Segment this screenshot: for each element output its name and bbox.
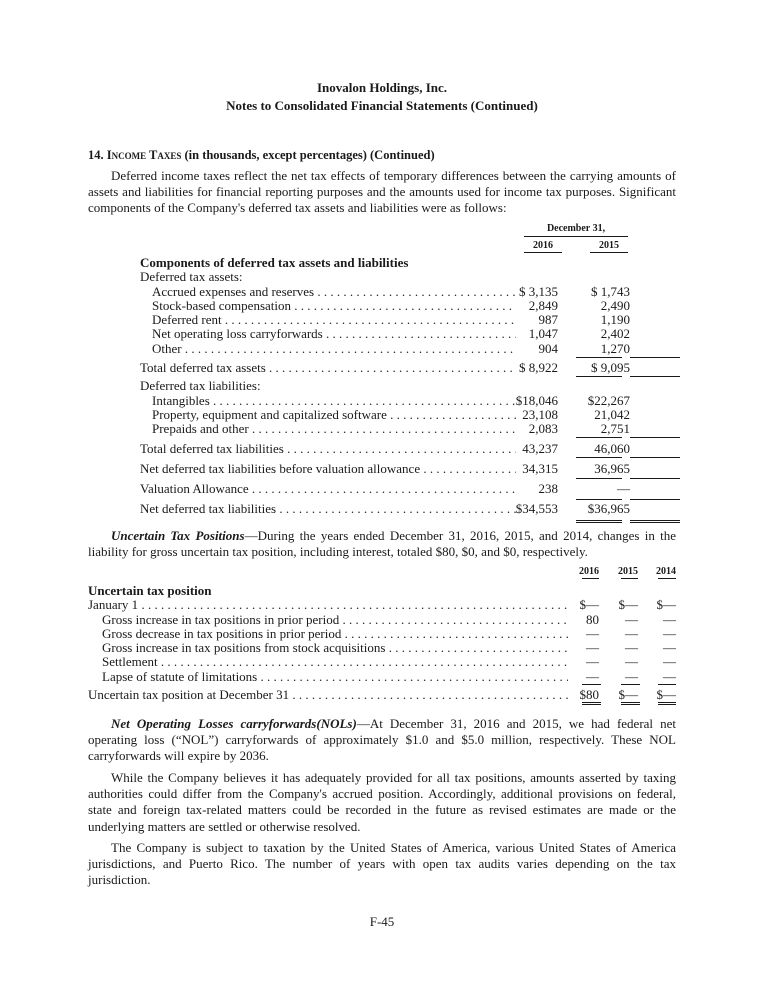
- period-underline: [524, 236, 628, 237]
- rule: [576, 478, 622, 479]
- rule: [621, 684, 640, 685]
- net-total-row: Net deferred tax liabilities . . . $34,553 $36,965: [140, 502, 630, 516]
- section-title: Income Taxes: [106, 148, 182, 162]
- table-row: Net deferred tax liabilities before valuation allowance . . . 34,315 36,965: [140, 462, 630, 476]
- col-2015-header: 2015: [618, 566, 638, 577]
- total-row: Total deferred tax assets . . . $ 8,922 $ 9,095: [140, 361, 630, 375]
- table-heading: Components of deferred tax assets and liabilities: [140, 256, 409, 270]
- intro-paragraph: Deferred income taxes reflect the net tax effects of temporary differences between the carrying amounts of assets and liabilities for financial reporting purposes and the amounts used for income tax purposes. Significant components of the Company's deferred tax assets and liabilities were as follows:: [88, 168, 676, 216]
- company-name: Inovalon Holdings, Inc.: [316, 80, 448, 95]
- provisions-paragraph: While the Company believes it has adequately provided for all tax positions, amounts asserted by taxing authorities could differ from the Company's accrued position. Accordingly, additional provisions on federal, state and foreign tax-related matters could be recorded in the future as revised estimates are made or the underlying matters are settled or otherwise resolved.: [88, 770, 676, 834]
- deferred-tax-table: [140, 256, 630, 517]
- table-row: Accrued expenses and reserves . . . $ 3,135 $ 1,743: [140, 285, 630, 299]
- rule: [658, 578, 676, 579]
- double-rule: [658, 702, 676, 705]
- rule: [582, 684, 601, 685]
- table-row: Gross increase in tax positions from stock acquisitions . . . — — —: [88, 641, 676, 655]
- assets-heading: Deferred tax assets:: [140, 270, 243, 285]
- page-number: F-45: [369, 914, 395, 929]
- table-row: January 1 . . . $— $— $—: [88, 598, 676, 612]
- uncertain-tax-table: [88, 584, 676, 702]
- table-row: Other . . . 904 1,270: [140, 342, 630, 356]
- nol-paragraph: Net Operating Losses carryforwards(NOLs)—At December 31, 2016 and 2015, we had federal net operating loss (“NOL”) carryforwards of approximately $1.0 and $5.0 million, respectively. These NOL carryforwards will expire by 2036.: [88, 716, 676, 764]
- rule: [576, 457, 622, 458]
- table-row: Prepaids and other . . . 2,083 2,751: [140, 422, 630, 436]
- double-rule: [582, 702, 601, 705]
- rule: [576, 499, 622, 500]
- col-2016-header: 2016: [533, 240, 553, 251]
- table-row: Deferred rent . . . 987 1,190: [140, 313, 630, 327]
- table-row: Gross decrease in tax positions in prior period . . . — — —: [88, 627, 676, 641]
- double-rule: [630, 520, 680, 523]
- rule: [630, 437, 680, 438]
- section-number: 14.: [88, 148, 104, 162]
- double-rule: [621, 702, 640, 705]
- section-qualifier: (in thousands, except percentages) (Continued): [184, 148, 435, 162]
- rule: [576, 376, 622, 377]
- total-row: Uncertain tax position at December 31 . . . $80 $— $—: [88, 688, 676, 702]
- rule: [630, 478, 680, 479]
- page-title: Notes to Consolidated Financial Statements (Continued): [226, 98, 538, 113]
- section-heading: [88, 148, 435, 163]
- rule: [630, 376, 680, 377]
- rule: [630, 457, 680, 458]
- total-row: Total deferred tax liabilities . . . 43,237 46,060: [140, 442, 630, 456]
- rule: [630, 499, 680, 500]
- col-2016-underline: [524, 252, 562, 253]
- table-row: Stock-based compensation . . . 2,849 2,490: [140, 299, 630, 313]
- table-heading: Uncertain tax position: [88, 584, 212, 598]
- jurisdiction-paragraph: The Company is subject to taxation by the United States of America, various United States of America jurisdictions, and Puerto Rico. The number of years with open tax audits varies depending on the tax jurisdiction.: [88, 840, 676, 888]
- table-row: Net operating loss carryforwards . . . 1,047 2,402: [140, 327, 630, 341]
- table-row: Gross increase in tax positions in prior period . . . 80 — —: [88, 613, 676, 627]
- rule: [621, 578, 638, 579]
- rule: [582, 578, 599, 579]
- table-row: Settlement . . . — — —: [88, 655, 676, 669]
- double-rule: [576, 520, 622, 523]
- rule: [630, 357, 680, 358]
- table-row: Valuation Allowance . . . 238 —: [140, 482, 630, 496]
- liabilities-heading: Deferred tax liabilities:: [140, 379, 261, 394]
- col-2015-header: 2015: [599, 240, 619, 251]
- table-row: Property, equipment and capitalized software . . . 23,108 21,042: [140, 408, 630, 422]
- col-2014-header: 2014: [656, 566, 676, 577]
- col-2015-underline: [590, 252, 628, 253]
- rule: [658, 684, 676, 685]
- table-row: Lapse of statute of limitations . . . — — —: [88, 670, 676, 684]
- table-row: Intangibles . . . $18,046 $22,267: [140, 394, 630, 408]
- rule: [576, 357, 622, 358]
- rule: [576, 437, 622, 438]
- deferred-period-header: December 31,: [546, 223, 606, 234]
- uncertain-paragraph: Uncertain Tax Positions—During the years ended December 31, 2016, 2015, and 2014, changes in the liability for gross uncertain tax position, including interest, totaled $80, $0, and $0, respectively.: [88, 528, 676, 560]
- col-2016-header: 2016: [579, 566, 599, 577]
